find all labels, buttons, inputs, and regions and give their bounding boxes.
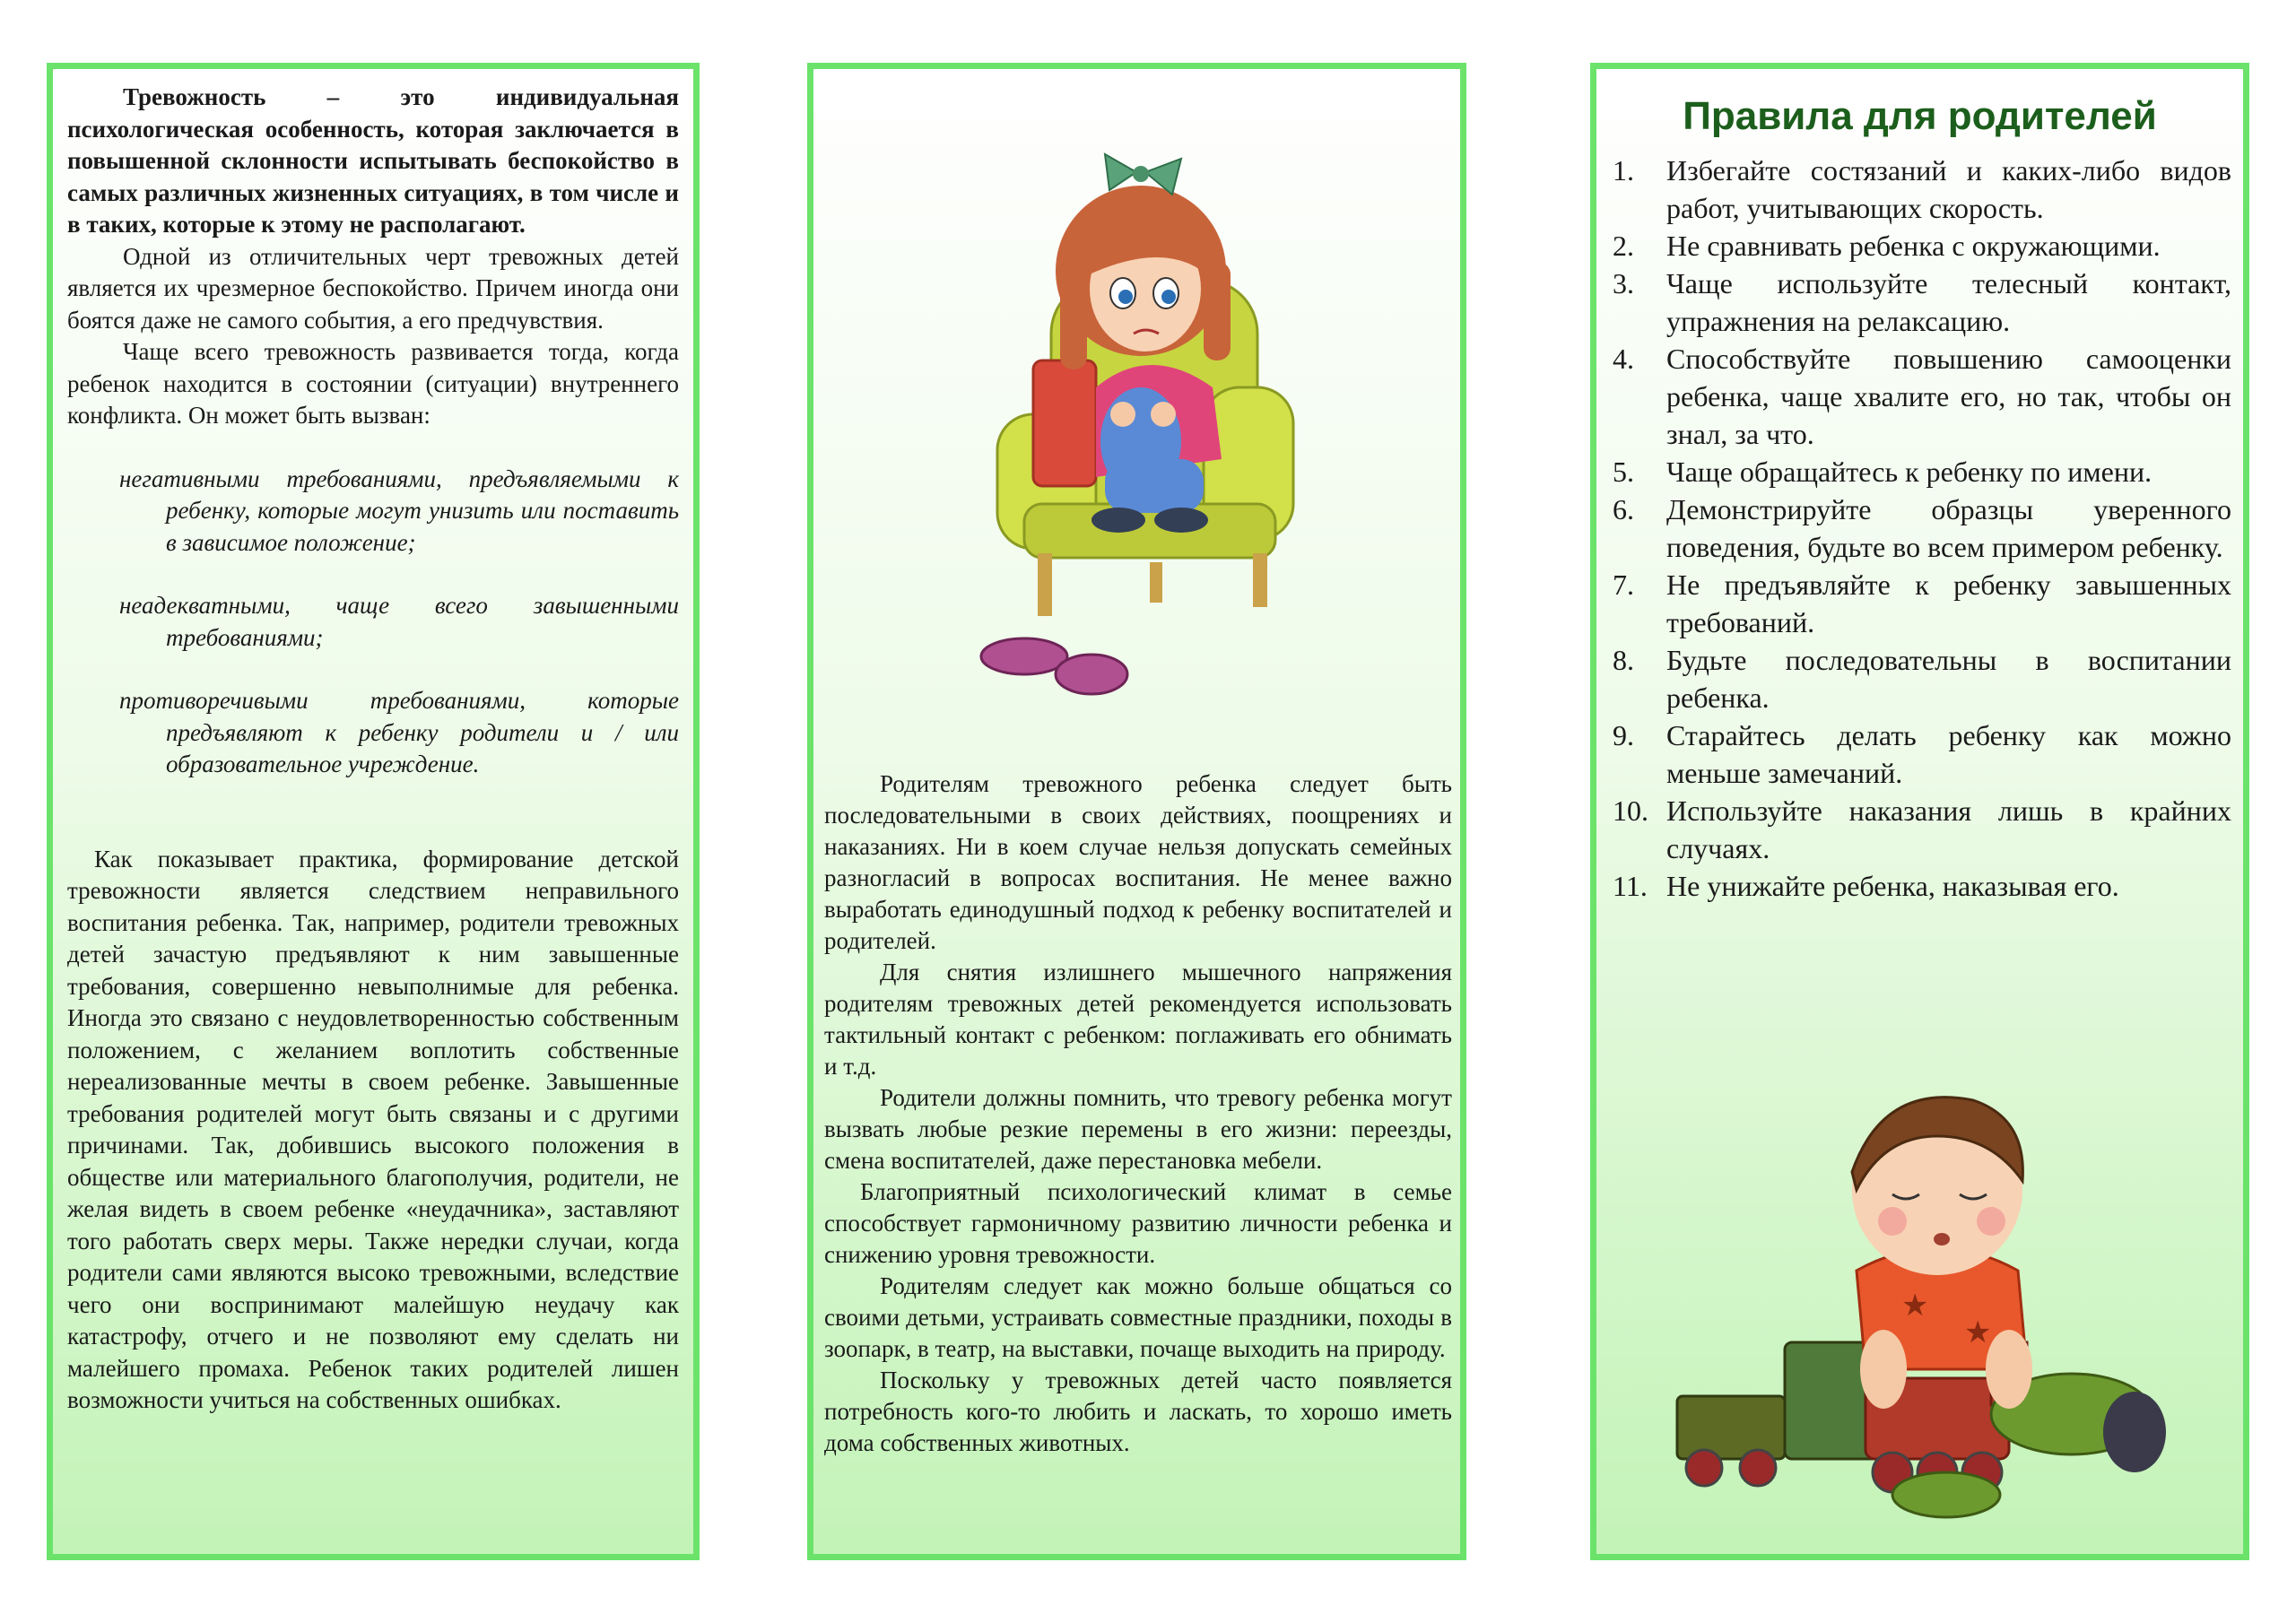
rule-item [1613,792,2231,867]
rule-text: Способствуйте повышению самооценки ребенка, чаще хвалите его, но так, чтобы он знал, за что. [1666,343,2231,450]
cause-item: противоречивыми требованиями, которые предъявляют к ребенку родители и / или образовательное учреждение. [119,687,679,777]
rules-title: Правила для родителей [1683,94,2157,138]
rule-item [1613,641,2231,716]
rule-number: 1. [1613,154,1634,187]
text-paragraph: Чаще всего тревожность развивается тогда, когда ребенок находится в состоянии (ситуации) внутреннего конфликта. Он может быть вызван: [67,338,679,429]
rule-number: 7. [1613,568,1634,601]
rule-number: 4. [1613,343,1634,375]
rule-item [1613,453,2231,490]
rule-item [1613,227,2231,265]
text-paragraph: Родители должны помнить, что тревогу ребенка могут вызвать любые резкие перемены в его жизни: переезды, смена воспитателей, даже перестановка мебели. [824,1084,1452,1174]
svg-text:★: ★ [1901,1289,1929,1323]
rule-item [1613,867,2231,905]
anxious-girl-illustration [944,118,1320,710]
text-paragraph: Поскольку у тревожных детей часто появляется потребность кого-то любить и ласкать, то хорошо иметь дома собственных животных. [824,1367,1452,1456]
rule-item [1613,152,2231,227]
svg-text:★: ★ [1964,1316,1992,1350]
rule-text: Не предъявляйте к ребенку завышенных требований. [1666,568,2231,638]
rule-item [1613,490,2231,566]
rule-number: 10. [1613,794,1648,827]
left-panel [47,63,700,1560]
rule-text: Будьте последовательны в воспитании ребенка. [1666,644,2231,714]
rule-item [1613,265,2231,340]
middle-panel [807,63,1466,1560]
text-paragraph: Одной из отличительных черт тревожных детей является их чрезмерное беспокойство. Причем иногда они боятся даже не самого события, а его предчувствия. [67,242,679,334]
rules-list [1613,152,2231,905]
rule-number: 3. [1613,267,1634,299]
rule-text: Чаще используйте телесный контакт, упражнения на релаксацию. [1666,267,2231,337]
rule-text: Избегайте состязаний и каких-либо видов работ, учитывающих скорость. [1666,154,2231,224]
text-paragraph: Как показывает практика, формирование детской тревожности является следствием неправильного воспитания ребенка. Так, например, родители тревожных детей зачастую предъявляют к ним завышенные требования, совершенно невыполнимые для ребенка. Иногда это связано с неудовлетворенностью собственным положением, с желанием воплотить собственные нереализованные мечты в своем ребенке. Завышенные требования родителей могут быть связаны и с другими причинами. Так, добившись высокого положения в обществе или материального благополучия, родители, не желая видеть в своем ребенке «неудачника», заставляют того работать сверх меры. Также нередки случаи, когда родители сами являются высоко тревожными, вследствие чего они воспринимают малейшую неудачу как катастрофу, отчего и не позволяют ему сделать ни малейшего промаха. Ребенок таких родителей лишен возможности учиться на собственных ошибках. [67,845,679,1413]
rule-item [1613,716,2231,792]
rule-text: Демонстрируйте образцы уверенного поведения, будьте во всем примером ребенку. [1666,493,2231,563]
text-paragraph: Родителям следует как можно больше общаться со своими детьми, устраивать совместные праздники, походы в зоопарк, в театр, на выставки, почаще выходить на природу. [824,1272,1452,1362]
rule-number: 9. [1613,719,1634,751]
rule-number: 11. [1613,870,1648,902]
rule-number: 5. [1613,456,1634,488]
rule-text: Используйте наказания лишь в крайних случаях. [1666,794,2231,864]
rule-item [1613,340,2231,453]
rule-number: 6. [1613,493,1634,525]
text-paragraph: Для снятия излишнего мышечного напряжения родителям тревожных детей рекомендуется использовать тактильный контакт с ребенком: поглаживать его обнимать и т.д. [824,959,1452,1080]
rule-text: Не сравнивать ребенка с окружающими. [1666,230,2161,262]
text-paragraph: Благоприятный психологический климат в семье способствует гармоничному развитию личности ребенка и снижению уровня тревожности. [824,1178,1452,1268]
rule-text: Старайтесь делать ребенку как можно меньше замечаний. [1666,719,2231,789]
cause-item: неадекватными, чаще всего завышенными требованиями; [119,592,679,651]
middle-text [824,768,1452,1459]
rule-number: 2. [1613,230,1634,262]
rule-text: Не унижайте ребенка, наказывая его. [1666,870,2119,902]
right-panel [1590,63,2249,1560]
boy-with-toy-train-illustration [1650,1073,2188,1558]
rule-text: Чаще обращайтесь к ребенку по имени. [1666,456,2152,488]
cause-item: негативными требованиями, предъявляемыми к ребенку, которые могут унизить или поставить в зависимое положение; [119,464,679,556]
rule-item [1613,566,2231,641]
rule-number: 8. [1613,644,1634,676]
definition-paragraph: Тревожность – это индивидуальная психологическая особенность, которая заключается в повышенной склонности испытывать беспокойство в самых различных жизненных ситуациях, в том числе и в таких, которые к этому не располагают. [67,83,679,238]
text-paragraph: Родителям тревожного ребенка следует быть последовательными в своих действиях, поощрениях и наказаниях. Ни в коем случае нельзя допускать семейных разногласий в вопросах воспитания. Не менее важно выработать единодушный подход к ребенку воспитателей и родителей. [824,770,1452,954]
